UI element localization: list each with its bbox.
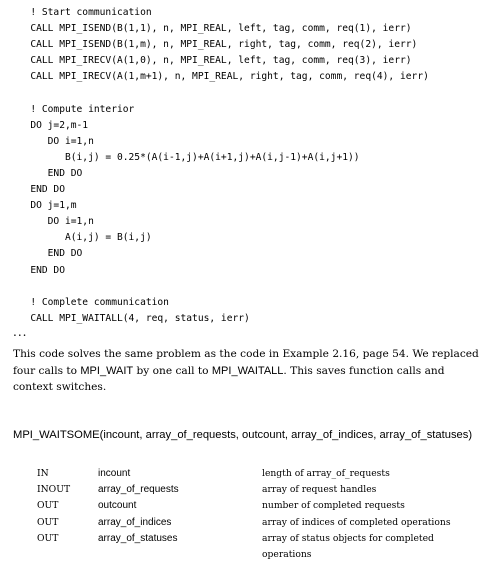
parameter-row [37, 482, 477, 498]
parameter-direction: OUT [37, 532, 59, 544]
paragraph-text: . This saves function calls and context switches. [13, 364, 445, 393]
code-line: DO j=1,m [13, 200, 77, 212]
code-line: END DO [13, 167, 83, 179]
parameter-row [37, 498, 477, 514]
parameter-row [37, 531, 477, 563]
code-line: CALL MPI_WAITALL(4, req, status, ierr) [13, 312, 250, 324]
parameter-name: array_of_indices [98, 516, 172, 528]
parameter-name: array_of_requests [98, 484, 179, 496]
parameter-description: array of request handles [262, 484, 377, 496]
ellipsis: ... [13, 325, 28, 339]
code-line: ! Complete communication [13, 296, 169, 308]
code-line: CALL MPI_IRECV(A(1,m+1), n, MPI_REAL, right, tag, comm, req(4), ierr) [13, 71, 429, 83]
parameter-direction: IN [37, 468, 49, 479]
parameter-description: length of array_of_requests [262, 468, 390, 479]
code-line: CALL MPI_IRECV(A(1,0), n, MPI_REAL, left, tag, comm, req(3), ierr) [13, 55, 412, 67]
code-line: END DO [13, 248, 83, 260]
code-line: DO i=1,n [13, 135, 94, 147]
code-line: CALL MPI_ISEND(B(1,1), n, MPI_REAL, left, tag, comm, req(1), ierr) [13, 23, 412, 35]
parameter-direction: INOUT [37, 484, 71, 496]
code-line [13, 279, 429, 295]
parameter-name: array_of_statuses [98, 532, 178, 544]
code-line: ! Start communication [13, 7, 152, 18]
parameter-name: incount [98, 468, 131, 479]
parameter-row [37, 466, 477, 482]
code-line: DO j=2,m-1 [13, 119, 89, 131]
explanation-paragraph [13, 346, 483, 396]
code-line: ! Compute interior [13, 103, 135, 115]
code-line: END DO [13, 184, 65, 196]
function-name-mpi-wait: MPI_WAIT [80, 364, 134, 377]
parameter-direction: OUT [37, 500, 59, 512]
paragraph-text: This code solves the same problem as the code in Example 2.16, page 54. We replaced four calls to [13, 348, 479, 377]
parameter-description: array of indices of completed operations [262, 516, 451, 528]
parameter-description: array of status objects for completed operations [262, 532, 434, 560]
code-line: DO i=1,n [13, 216, 94, 228]
parameter-table [37, 466, 477, 563]
code-line [13, 85, 429, 101]
function-signature: MPI_WAITSOME(incount, array_of_requests, outcount, array_of_indices, array_of_statuses) [13, 429, 473, 441]
parameter-row [37, 515, 477, 531]
code-line: END DO [13, 264, 65, 276]
parameter-description: number of completed requests [262, 500, 405, 512]
fortran-code-block [13, 5, 429, 327]
code-line: CALL MPI_ISEND(B(1,m), n, MPI_REAL, right, tag, comm, req(2), ierr) [13, 39, 418, 51]
code-line: B(i,j) = 0.25*(A(i-1,j)+A(i+1,j)+A(i,j-1)+A(i,j+1)) [13, 151, 360, 163]
code-line: A(i,j) = B(i,j) [13, 232, 152, 244]
function-name-mpi-waitall: MPI_WAITALL [211, 364, 284, 377]
parameter-name: outcount [98, 500, 137, 512]
parameter-direction: OUT [37, 516, 59, 528]
paragraph-text: by one call to [133, 364, 212, 377]
